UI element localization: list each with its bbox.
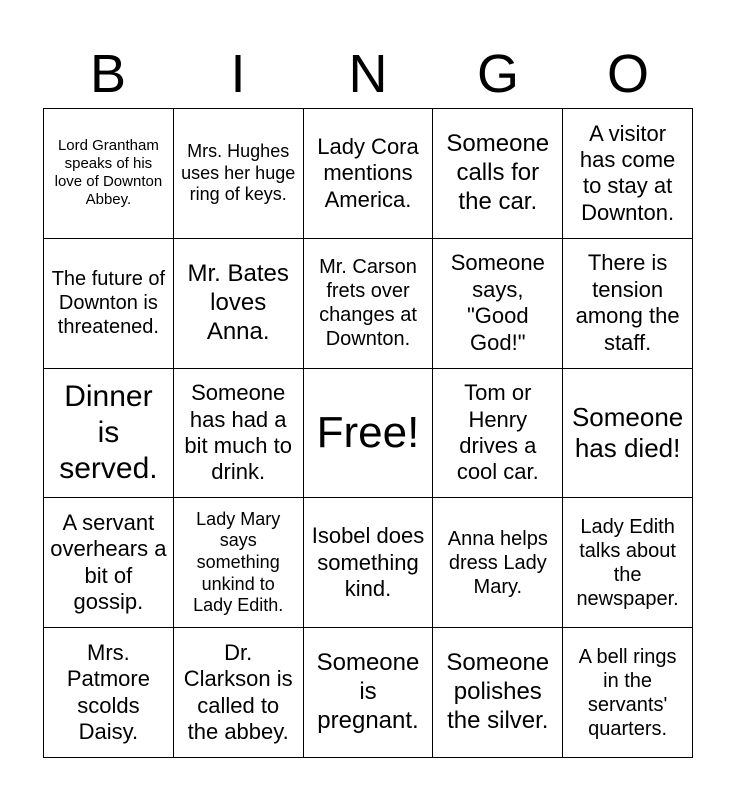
bingo-cell[interactable]: Mr. Carson frets over changes at Downton. [304,239,434,369]
bingo-cell[interactable]: Mrs. Hughes uses her huge ring of keys. [174,109,304,239]
header-letter-i: I [230,44,246,104]
header-letter-o: O [606,44,649,104]
bingo-cell[interactable]: Mrs. Patmore scolds Daisy. [44,628,174,758]
header-letter-n: N [348,44,388,104]
bingo-cell[interactable]: Someone polishes the silver. [433,628,563,758]
bingo-header [43,40,693,108]
bingo-cell[interactable]: Someone says, "Good God!" [433,239,563,369]
bingo-cell[interactable]: Lord Grantham speaks of his love of Downton Abbey. [44,109,174,239]
bingo-cell[interactable]: Someone is pregnant. [304,628,434,758]
bingo-cell[interactable]: Someone has had a bit much to drink. [174,369,304,499]
bingo-cell[interactable]: The future of Downton is threatened. [44,239,174,369]
bingo-cell[interactable]: A visitor has come to stay at Downton. [563,109,693,239]
bingo-cell[interactable]: Lady Edith talks about the newspaper. [563,498,693,628]
bingo-cell[interactable]: Lady Cora mentions America. [304,109,434,239]
bingo-cell[interactable]: Mr. Bates loves Anna. [174,239,304,369]
bingo-cell[interactable]: Someone has died! [563,369,693,499]
bingo-grid [43,108,693,758]
bingo-cell[interactable]: Isobel does something kind. [304,498,434,628]
bingo-cell[interactable]: Someone calls for the car. [433,109,563,239]
bingo-cell[interactable]: Lady Mary says something unkind to Lady Edith. [174,498,304,628]
bingo-cell[interactable]: Dinner is served. [44,369,174,499]
bingo-cell[interactable]: There is tension among the staff. [563,239,693,369]
bingo-cell[interactable]: A bell rings in the servants' quarters. [563,628,693,758]
free-space[interactable]: Free! [304,369,434,499]
header-letter-g: G [476,44,519,104]
header-letter-b: B [89,44,127,104]
bingo-cell[interactable]: Dr. Clarkson is called to the abbey. [174,628,304,758]
bingo-cell[interactable]: Tom or Henry drives a cool car. [433,369,563,499]
bingo-cell[interactable]: A servant overhears a bit of gossip. [44,498,174,628]
bingo-cell[interactable]: Anna helps dress Lady Mary. [433,498,563,628]
